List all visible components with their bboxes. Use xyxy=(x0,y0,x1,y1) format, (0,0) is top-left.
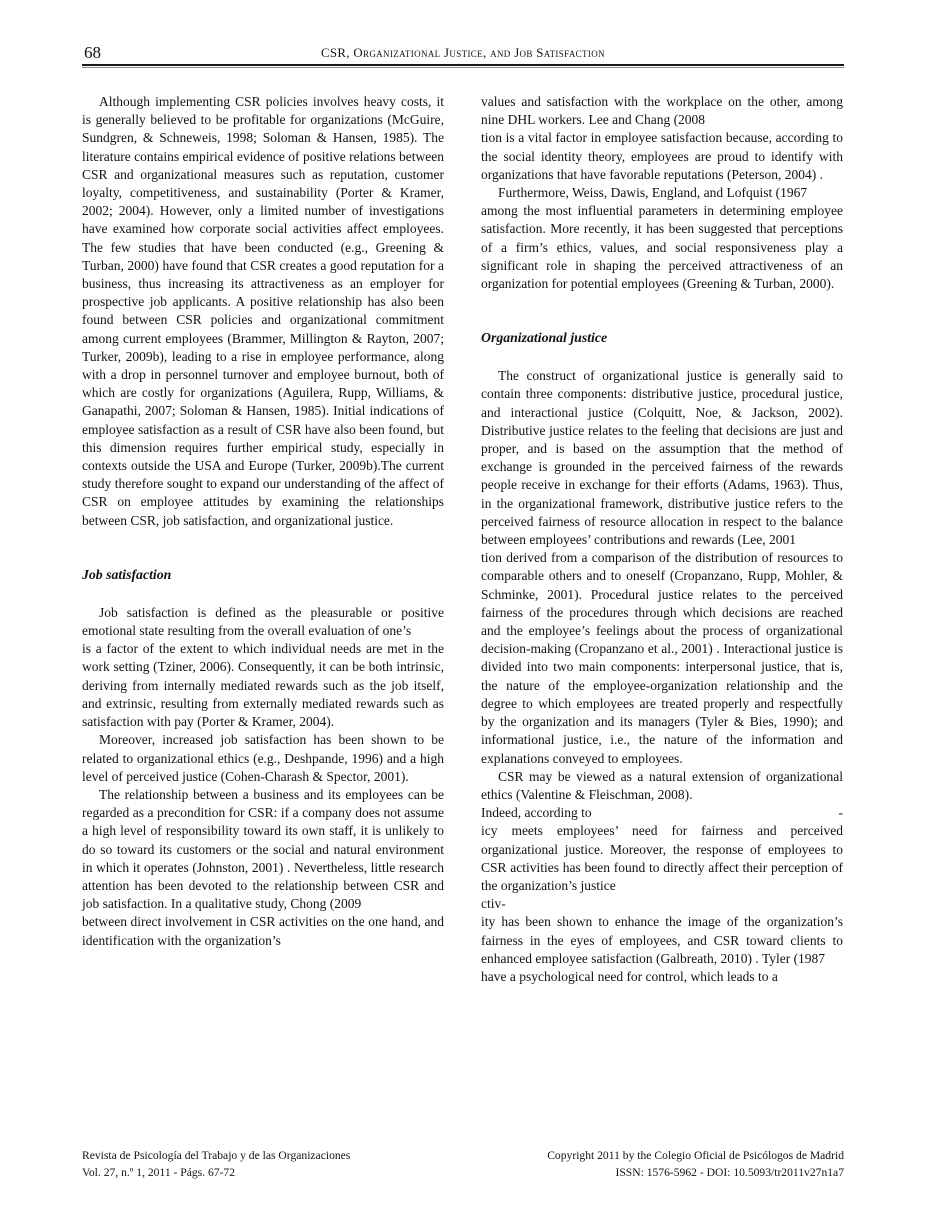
paragraph-segment: Although implementing CSR policies involves heavy costs, it is generally believed to be profitable for organizations (McGuire, Sundgren, & Schneweis, 1998; Soloman & Hansen, 1985). The literature contains empirical evidence of positive relations between CSR and organizational measures such as reputation, customer loyalty, competitiveness, and sustainability (Porter & Kramer, 2002; 2004). However, only a limited number of investigations have examined how corporate social activities affect employees. The few studies that have been conducted (e.g., Greening & Turban, 2000) have found that CSR creates a good reputation for a business, thus increasing its attractiveness as an employer for prospective job applicants. A positive relationship has also been found between CSR policies and organizational commitment among current employees (Brammer, Millington & Rayton, 2007; Turker, 2009b), leading to a rise in employee performance, along with a drop in personnel turnover and employee burnout, both of which are costly for organizations (Aguilera, Rupp, Williams, & Ganapathi, 2007; Soloman & Hansen, 1985). Initial indications of employee satisfaction as a result of CSR have also been found, but this dimension requires further empirical study, especially in contexts outside the USA and Europe (Turker, 2009b).The current study therefore sought to expand our understanding of the affect of CSR on employee attitudes by examining the relationships between CSR, job satisfaction, and organizational justice. xyxy=(82,94,444,528)
paragraph-segment: ctiv- xyxy=(481,896,506,912)
paragraph xyxy=(82,93,444,530)
footer-copyright-info xyxy=(547,1148,844,1182)
volume-info: Vol. 27, n.º 1, 2011 - Págs. 67-72 xyxy=(82,1165,236,1179)
paragraph xyxy=(481,184,843,293)
paragraph xyxy=(82,786,444,950)
journal-name: Revista de Psicología del Trabajo y de las Organizaciones xyxy=(82,1149,351,1162)
running-title: CSR, Organizational Justice, and Job Satisfaction xyxy=(321,46,605,60)
paragraph xyxy=(481,93,843,184)
paragraph-segment: Job satisfaction is defined as the pleasurable or positive emotional state resulting from the overall evaluation of one’s xyxy=(82,604,444,639)
spread-left-text: Indeed, according to xyxy=(481,805,592,821)
paragraph-segment: have a psychological need for control, which leads to a xyxy=(481,968,778,984)
paragraph-segment: tion derived from a comparison of the distribution of resources to comparable others and to oneself (Cropanzano, Rupp, Mohler, & Schminke, 2001). Procedural justice relates to the perceived fairness of the procedures through which decisions are reached and the employee’s feelings about the process of organizational decision-making (Cropanzano et al., 2001) . Interactional justice is divided into two main components: interpersonal justice, that is, the nature of the employee-organization relationship and the degree to which employees are treated properly and respectfully by the organization and its managers (Tyler & Bies, 1990); and informational justice, i.e., the nature of the information and explanations conveyed to employees. xyxy=(481,550,843,766)
paragraph-segment: between direct involvement in CSR activities on the one hand, and identification with the organization’s xyxy=(82,914,444,948)
paragraph-segment: values and satisfaction with the workplace on the other, among nine DHL workers. Lee and Chang (2008 xyxy=(481,94,843,128)
paragraph-segment: CSR may be viewed as a natural extension of organizational ethics (Valentine & Fleischman, 2008). xyxy=(481,768,843,802)
left-column xyxy=(82,93,444,986)
page-footer xyxy=(82,1148,844,1182)
page-header xyxy=(82,38,844,64)
two-column-body xyxy=(82,93,844,986)
right-column xyxy=(481,93,843,986)
paragraph-segment: The construct of organizational justice is generally said to contain three components: distributive justice, procedural justice, and interactional justice (Colquitt, Noe, & Jackson, 2002). Distributive justice relates to the feeling that decisions are just and proper, and is based on the assumption that the method of exchange is grounded in the perceived fairness of the rewards people receive in exchange for their efforts (Adams, 1963). Thus, in the organizational framework, distributive justice refers to the perceived fairness of resource allocation in respect to the balance between employees’ contributions and rewards (Lee, 2001 xyxy=(481,368,843,548)
footer-journal-info xyxy=(82,1148,350,1182)
paragraph-segment: tion is a vital factor in employee satisfaction because, according to the social identity theory, employees are proud to identify with organizations that have favorable reputations (Peterson, 2004) . xyxy=(481,130,843,182)
section-heading: Job satisfaction xyxy=(82,566,172,582)
header-rule xyxy=(82,64,844,68)
paragraph-segment: Furthermore, Weiss, Dawis, England, and Lofquist (1967 xyxy=(498,185,808,201)
paragraph xyxy=(481,367,843,767)
section-heading: Organizational justice xyxy=(481,330,608,346)
paragraph-segment: among the most influential parameters in determining employee satisfaction. More recently, it has been suggested that perceptions of a firm’s ethics, values, and social responsiveness play a significant role in shaping the perceived attractiveness of an organization for potential employees (Greening & Turban, 2000). xyxy=(481,203,843,292)
spread-right-dash: - xyxy=(838,805,843,821)
spread-line xyxy=(481,804,843,822)
page-content xyxy=(82,38,844,986)
page-number: 68 xyxy=(84,43,101,62)
paragraph-segment: Moreover, increased job satisfaction has been shown to be related to organizational ethics (e.g., Deshpande, 1996) and a high level of perceived justice (Cohen-Charash & Spector, 2001). xyxy=(82,732,444,784)
paragraph xyxy=(82,731,444,786)
paragraph-segment: icy meets employees’ need for fairness and perceived organizational justice. Moreover, the response of employees to CSR activities has been found to directly affect their perception of the organization’s justice xyxy=(481,823,843,893)
copyright-line: Copyright 2011 by the Colegio Oficial de Psicólogos de Madrid xyxy=(547,1149,844,1162)
paragraph-segment: is a factor of the extent to which individual needs are met in the work setting (Tziner, 2006). Consequently, it can be both intrinsic, deriving from internally mediated rewards such as the job itself, and extrinsic, resulting from externally mediated rewards such as satisfaction with pay (Porter & Kramer, 2004). xyxy=(82,641,444,730)
paragraph xyxy=(481,768,843,986)
paragraph-segment: The relationship between a business and its employees can be regarded as a precondition for CSR: if a company does not assume a high level of responsibility toward its own staff, it is unlikely to do so toward its customers or the social and natural environment in which it operates (Johnston, 2001) . Nevertheless, little research attention has been devoted to the relationship between CSR and job satisfaction. In a qualitative study, Chong (2009 xyxy=(82,786,444,912)
paragraph-segment: ity has been shown to enhance the image of the organization’s fairness in the eyes of employees, and CSR toward clients to enhanced employee satisfaction (Galbreath, 2010) . Tyler (1987 xyxy=(481,914,843,966)
issn-doi-line: ISSN: 1576-5962 - DOI: 10.5093/tr2011v27n1a7 xyxy=(615,1165,844,1179)
paragraph xyxy=(82,604,444,731)
